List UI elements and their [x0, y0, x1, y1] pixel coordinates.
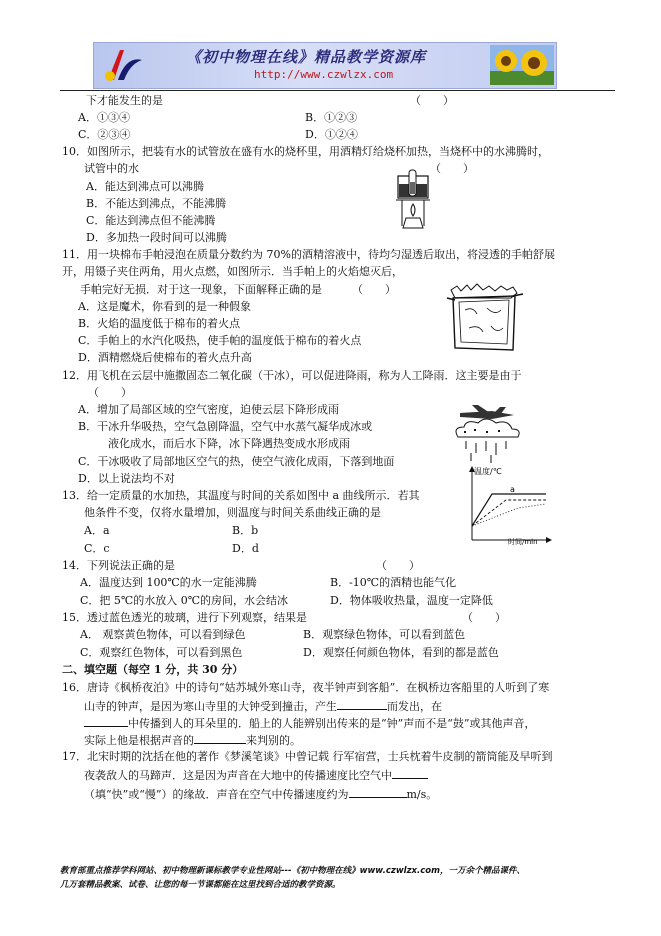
q9-option-b: B．①②③	[305, 111, 358, 124]
q11-option-a: A．这是魔术，你看到的是一种假象	[78, 300, 251, 313]
q16-blank-3[interactable]	[194, 732, 246, 744]
graph-curve-label: a	[510, 485, 515, 494]
q12-stem: 12．用飞机在云层中施撒固态二氧化碳（干冰），可以促进降雨，称为人工降雨．这主要是由于	[62, 369, 522, 382]
q10-option-c: C．能达到沸点但不能沸腾	[86, 214, 216, 227]
q15-stem: 15．透过蓝色透光的玻璃，进行下列观察，结果是	[62, 611, 307, 624]
airplane-cloud-figure	[452, 405, 536, 467]
q9-answer-bracket: （ ）	[410, 94, 454, 107]
q11-option-b: B．火焰的温度低于棉布的着火点	[78, 317, 241, 330]
q11-stem-cont2: 手帕完好无损．对于这一现象，下面解释正确的是	[80, 283, 322, 296]
q14-option-c: C．把 5℃的水放入 0℃的房间，水会结冰	[80, 594, 289, 607]
footer-line-2: 几万套精品教案、试卷、让您的每一节课都能在这里找到合适的教学资源。	[60, 880, 341, 890]
q16-text-e: 来判别的。	[246, 734, 301, 747]
q10-option-d: D．多加热一段时间可以沸腾	[86, 231, 227, 244]
q14-option-d: D．物体吸收热量，温度一定降低	[330, 594, 493, 607]
q16-text-a: 山寺的钟声，是因为寒山寺里的大钟受到撞击，产生	[84, 700, 337, 713]
q16-line3	[84, 715, 536, 731]
site-logo	[100, 46, 144, 84]
q10-answer-bracket: （ ）	[430, 162, 474, 175]
q9-option-c: C．②③④	[78, 128, 131, 141]
q17-text-c: m/s。	[406, 788, 438, 801]
q11-answer-bracket: （ ）	[352, 283, 396, 296]
q16-line4	[84, 732, 301, 748]
banner-url[interactable]: http://www.czwlzx.com	[254, 68, 394, 81]
beaker-testtube-figure	[394, 168, 434, 230]
q15-option-b: B．观察绿色物体，可以看到蓝色	[303, 628, 466, 641]
q16-blank-1[interactable]	[337, 698, 387, 710]
q12-option-b: B．干冰升华吸热，空气急剧降温，空气中水蒸气凝华成冰或	[78, 420, 373, 433]
q13-stem: 13．给一定质量的水加热，其温度与时间的关系如图中 a 曲线所示．若其	[62, 489, 420, 502]
q15-answer-bracket: （ ）	[462, 611, 506, 624]
q14-stem: 14．下列说法正确的是	[62, 559, 175, 572]
q9-stem-tail: 下才能发生的是	[86, 94, 163, 107]
q10-option-b: B．不能达到沸点，不能沸腾	[86, 197, 227, 210]
q16-text-b: 而发出，在	[387, 700, 442, 713]
q10-stem-cont: 试管中的水	[84, 162, 139, 175]
q17-text-b: （填“快”或“慢”）的缘故．声音在空气中传播速度约为	[84, 788, 349, 801]
q10-stem: 10．如图所示，把装有水的试管放在盛有水的烧杯里，用酒精灯给烧杯加热，当烧杯中的水沸腾时，	[62, 145, 549, 158]
sunflower-decoration	[490, 45, 554, 85]
q10-option-a: A．能达到沸点可以沸腾	[86, 180, 204, 193]
q9-option-d: D．①②④	[305, 128, 358, 141]
burning-handkerchief-figure	[443, 284, 525, 356]
q16-text-d: 实际上他是根据声音的	[84, 734, 194, 747]
q12-answer-bracket: （ ）	[88, 386, 132, 399]
q14-option-a: A．温度达到 100℃的水一定能沸腾	[80, 576, 257, 589]
q15-option-c: C．观察红色物体，可以看到黑色	[80, 646, 243, 659]
q12-option-d: D．以上说法均不对	[78, 472, 175, 485]
q11-stem: 11．用一块棉布手帕浸泡在质量分数约为 70%的酒精溶液中，待均匀湿透后取出，将浸透的手帕舒展	[62, 248, 555, 261]
q13-stem-cont: 他条件不变，仅将水量增加，则温度与时间关系曲线正确的是	[84, 506, 381, 519]
q16-stem: 16．唐诗《枫桥夜泊》中的诗句“姑苏城外寒山寺，夜半钟声到客船”．在枫桥边客船里的人听到了寒	[62, 681, 550, 694]
q14-answer-bracket: （ ）	[376, 559, 420, 572]
q13-option-b: B．b	[232, 524, 259, 537]
q13-option-c: C．c	[84, 542, 110, 555]
q12-option-c: C．干冰吸收了局部地区空气的热，使空气液化成雨，下落到地面	[78, 455, 395, 468]
q17-text-a: 夜袭敌人的马蹄声．这是因为声音在大地中的传播速度比空气中	[84, 769, 392, 782]
q17-line2	[84, 767, 428, 783]
q12-option-b-cont: 液化成水，而后水下降，冰下降遇热变成水形成雨	[108, 437, 350, 450]
footer-line-1: 教育部重点推荐学科网站、初中物理新课标教学专业性网站---《初中物理在线》www.czwlzx.com，一万余个精品课件、	[60, 866, 525, 876]
header-banner	[93, 42, 557, 89]
q16-blank-2[interactable]	[84, 715, 128, 727]
q15-option-d: D．观察任何颜色物体，看到的都是蓝色	[303, 646, 499, 659]
section-fill-in-title: 二、填空题（每空 1 分，共 30 分）	[62, 663, 244, 676]
banner-title: 《初中物理在线》精品教学资源库	[186, 48, 427, 66]
q17-blank-1[interactable]	[392, 767, 428, 779]
graph-ylabel: 温度/℃	[474, 467, 502, 476]
q9-option-a: A．①③④	[78, 111, 130, 124]
q15-option-a: A． 观察黄色物体，可以看到绿色	[80, 628, 246, 641]
graph-xlabel: 时间/min	[508, 538, 538, 546]
q17-blank-2[interactable]	[349, 786, 407, 798]
q17-line3	[84, 786, 437, 802]
q11-option-d: D．酒精燃烧后使棉布的着火点升高	[78, 351, 252, 364]
q16-text-c: 中传播到人的耳朵里的．船上的人能辨别出传来的是“钟”声而不是“鼓”或其他声音，	[128, 717, 536, 730]
q11-option-c: C．手帕上的水汽化吸热，使手帕的温度低于棉布的着火点	[78, 334, 362, 347]
q17-stem: 17．北宋时期的沈括在他的著作《梦溪笔谈》中曾记载 行军宿营，士兵枕着牛皮制的箭筒能及早听到	[62, 750, 553, 763]
q16-line2	[84, 698, 442, 714]
q14-option-b: B．-10℃的酒精也能气化	[330, 576, 457, 589]
temperature-time-graph	[458, 464, 554, 544]
q13-option-d: D．d	[232, 542, 259, 555]
q11-stem-cont: 开，用镊子夹住两角，用火点燃，如图所示．当手帕上的火焰熄灭后，	[62, 265, 403, 278]
header-rule	[60, 90, 615, 91]
q12-option-a: A．增加了局部区域的空气密度，迫使云层下降形成雨	[78, 403, 339, 416]
q13-option-a: A．a	[84, 524, 110, 537]
